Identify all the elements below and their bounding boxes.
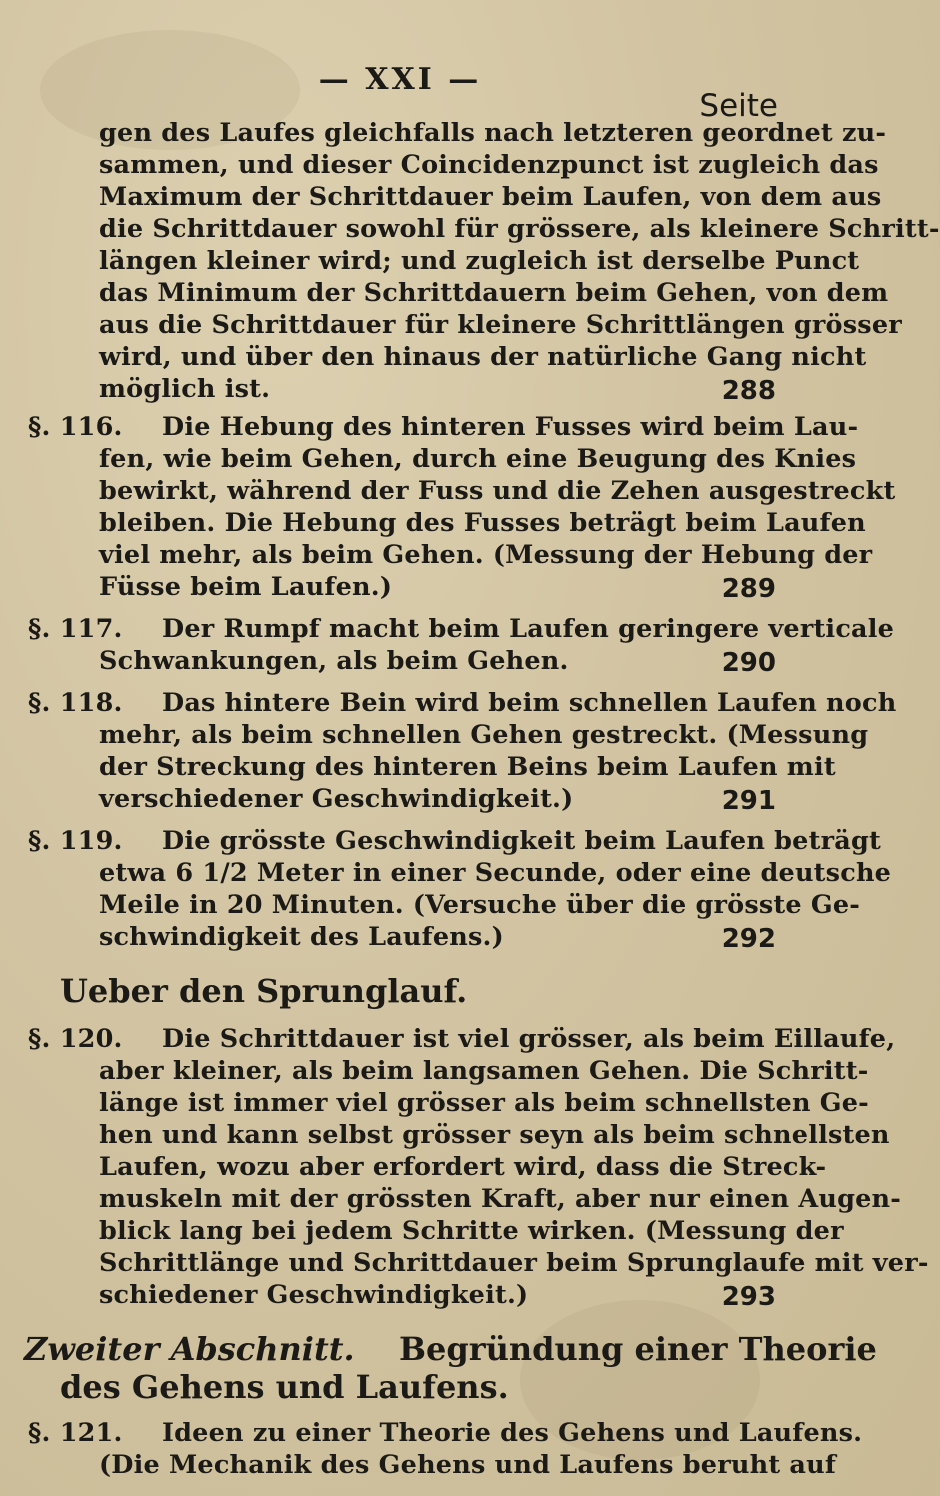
text-line: blick lang bei jedem Schritte wirken. (Messung der	[99, 1216, 844, 1246]
page-reference: 292	[721, 924, 776, 954]
text-line: möglich ist.	[99, 374, 271, 404]
page-reference: 289	[721, 574, 776, 604]
text-line: hen und kann selbst grösser seyn als beim schnellsten	[99, 1120, 890, 1150]
text-line: bewirkt, während der Fuss und die Zehen ausgestreckt	[99, 476, 896, 506]
text-line: Maximum der Schrittdauer beim Laufen, von dem aus	[99, 182, 882, 212]
text-line: schwindigkeit des Laufens.)	[99, 922, 504, 952]
page-reference: 293	[721, 1282, 776, 1312]
text-line: muskeln mit der grössten Kraft, aber nur einen Augen-	[99, 1184, 902, 1214]
text-line: etwa 6 1/2 Meter in einer Secunde, oder eine deutsche	[99, 858, 892, 888]
text-line: Der Rumpf macht beim Laufen geringere verticale	[162, 614, 895, 644]
text-line: Die grösste Geschwindigkeit beim Laufen beträgt	[162, 826, 881, 856]
text-line: längen kleiner wird; und zugleich ist derselbe Punct	[99, 246, 860, 276]
text-line: fen, wie beim Gehen, durch eine Beugung des Knies	[99, 444, 857, 474]
text-line: bleiben. Die Hebung des Fusses beträgt beim Laufen	[99, 508, 866, 538]
text-line: Die Hebung des hinteren Fusses wird beim Lau-	[162, 412, 859, 442]
seite-column-label: Seite	[699, 88, 778, 124]
text-line: Die Schrittdauer ist viel grösser, als beim Eillaufe,	[162, 1024, 896, 1054]
text-line: länge ist immer viel grösser als beim schnellsten Ge-	[99, 1088, 869, 1118]
text-line: Laufen, wozu aber erfordert wird, dass die Streck-	[99, 1152, 827, 1182]
text-line: mehr, als beim schnellen Gehen gestreckt. (Messung	[99, 720, 869, 750]
text-line: Schrittlänge und Schrittdauer beim Sprunglaufe mit ver-	[99, 1248, 929, 1278]
text-line: das Minimum der Schrittdauern beim Gehen, von dem	[99, 278, 889, 308]
text-line: Meile in 20 Minuten. (Versuche über die grösste Ge-	[99, 890, 861, 920]
page-reference: 290	[721, 648, 776, 678]
chapter-heading	[24, 1330, 877, 1368]
text-line: wird, und über den hinaus der natürliche Gang nicht	[99, 342, 867, 372]
text-line: die Schrittdauer sowohl für grössere, als kleinere Schritt-	[99, 214, 940, 244]
page-reference: 291	[721, 786, 776, 816]
text-line: aber kleiner, als beim langsamen Gehen. Die Schritt-	[99, 1056, 869, 1086]
abschnitt-label: Zweiter Abschnitt.	[24, 1330, 355, 1368]
text-line: (Die Mechanik des Gehens und Laufens beruht auf	[99, 1450, 837, 1480]
section-number: §. 118.	[28, 688, 123, 718]
section-number: §. 120.	[28, 1024, 123, 1054]
section-number: §. 119.	[28, 826, 123, 856]
text-line: gen des Laufes gleichfalls nach letzteren geordnet zu-	[99, 118, 887, 148]
text-line: der Streckung des hinteren Beins beim Laufen mit	[99, 752, 836, 782]
text-line: Füsse beim Laufen.)	[99, 572, 393, 602]
text-line: verschiedener Geschwindigkeit.)	[99, 784, 574, 814]
text-line: viel mehr, als beim Gehen. (Messung der Hebung der	[99, 540, 873, 570]
page-header-roman: — XXI —	[318, 62, 482, 97]
section-number: §. 116.	[28, 412, 123, 442]
section-heading: Ueber den Sprunglauf.	[60, 972, 468, 1010]
text-line: Das hintere Bein wird beim schnellen Laufen noch	[162, 688, 897, 718]
page-reference: 288	[721, 376, 776, 406]
abschnitt-title: Begründung einer Theorie	[398, 1330, 877, 1368]
section-number: §. 121.	[28, 1418, 123, 1448]
text-line: sammen, und dieser Coincidenzpunct ist zugleich das	[99, 150, 879, 180]
chapter-heading-line2: des Gehens und Laufens.	[60, 1368, 509, 1406]
text-line: aus die Schrittdauer für kleinere Schrittlängen grösser	[99, 310, 902, 340]
text-line: Schwankungen, als beim Gehen.	[99, 646, 569, 676]
text-line: Ideen zu einer Theorie des Gehens und Laufens.	[162, 1418, 863, 1448]
text-line: schiedener Geschwindigkeit.)	[99, 1280, 529, 1310]
section-number: §. 117.	[28, 614, 123, 644]
